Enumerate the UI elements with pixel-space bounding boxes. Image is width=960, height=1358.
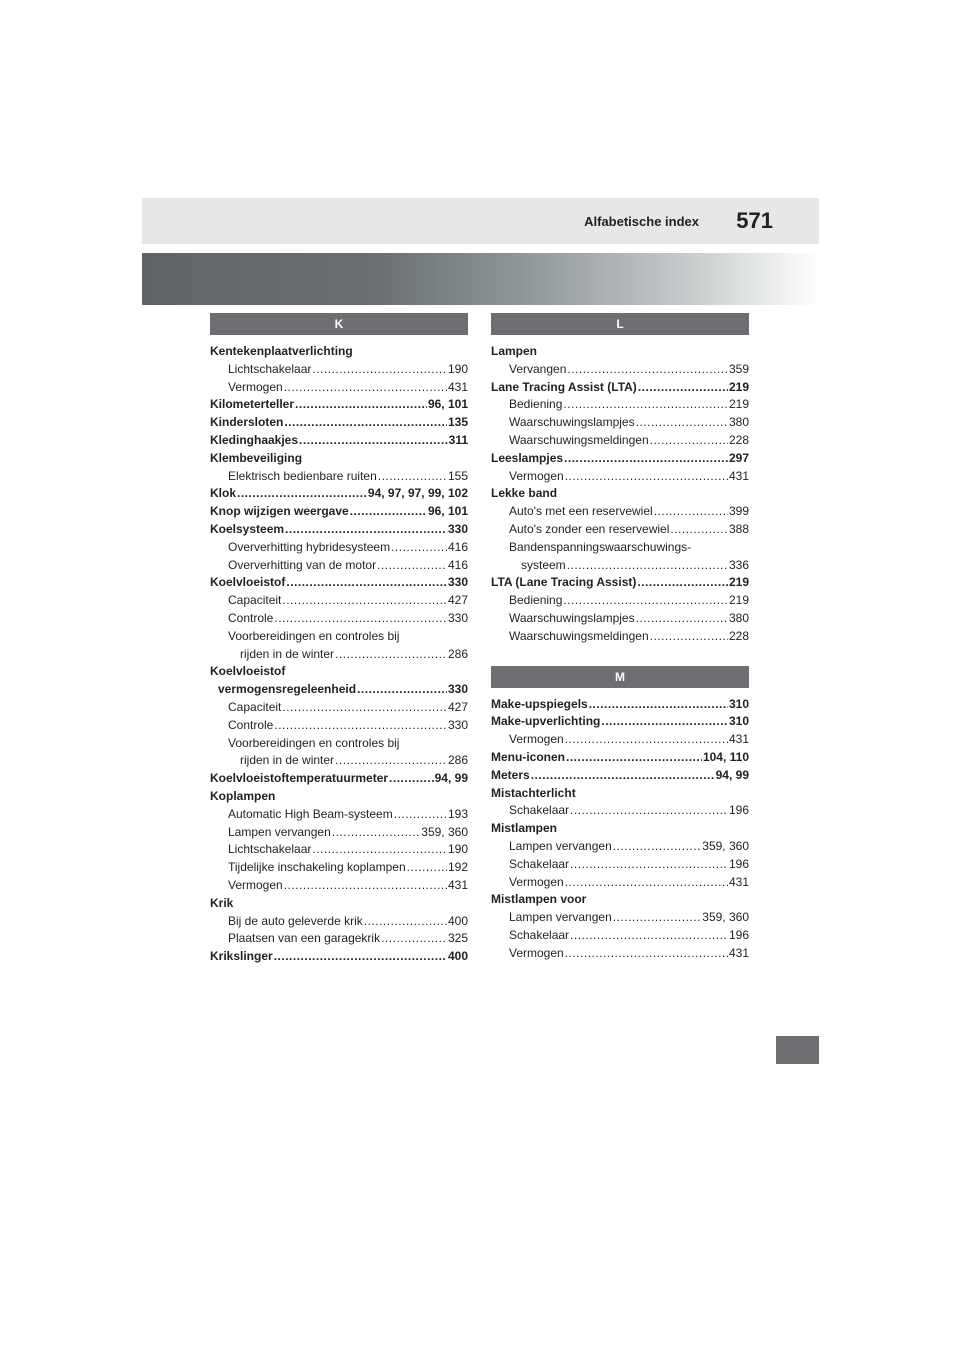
index-entry: Leeslampjes ..... 297 bbox=[491, 450, 749, 468]
index-entry: rijden in de winter ..... 286 bbox=[210, 752, 468, 770]
index-entry: Vermogen ..... 431 bbox=[491, 731, 749, 749]
thumb-index-tab bbox=[776, 1036, 819, 1064]
index-entry: systeem ..... 336 bbox=[491, 557, 749, 575]
page-number: 571 bbox=[736, 208, 773, 233]
index-entry: rijden in de winter ..... 286 bbox=[210, 646, 468, 664]
index-entry: Auto's met een reservewiel ..... 399 bbox=[491, 503, 749, 521]
index-entry: Kindersloten ..... 135 bbox=[210, 414, 468, 432]
index-entry: Menu-iconen ..... 104, 110 bbox=[491, 749, 749, 767]
page-header bbox=[142, 198, 819, 244]
index-column-right bbox=[491, 313, 749, 963]
index-entry: Kentekenplaatverlichting bbox=[210, 344, 353, 358]
index-entry: Automatic High Beam-systeem ..... 193 bbox=[210, 806, 468, 824]
index-entry: Controle ..... 330 bbox=[210, 610, 468, 628]
index-entry: Lekke band bbox=[491, 486, 558, 501]
index-entry: Koplampen bbox=[210, 788, 276, 803]
index-entry: Vervangen ..... 359 bbox=[491, 361, 749, 379]
index-entry: Koelvloeistof ..... 330 bbox=[210, 574, 468, 592]
index-entry: Mistlampen bbox=[491, 821, 558, 836]
index-entry: Kilometerteller ..... 96, 101 bbox=[210, 396, 468, 414]
index-entry: Bediening ..... 219 bbox=[491, 396, 749, 414]
decorative-band bbox=[142, 253, 819, 305]
index-entry: Krik bbox=[210, 895, 234, 910]
index-entry: Lampen bbox=[491, 344, 538, 358]
index-entry: Waarschuwingslampjes ..... 380 bbox=[491, 610, 749, 628]
index-entry: Knop wijzigen weergave ..... 96, 101 bbox=[210, 503, 468, 521]
index-entry: Mistachterlicht bbox=[491, 785, 576, 800]
index-entry: Oververhitting van de motor ..... 416 bbox=[210, 557, 468, 575]
index-entry: Koelsysteem ..... 330 bbox=[210, 521, 468, 539]
index-entry: Waarschuwingsmeldingen ..... 228 bbox=[491, 628, 749, 646]
index-entry: Make-upverlichting ..... 310 bbox=[491, 713, 749, 731]
index-entry: Bediening ..... 219 bbox=[491, 592, 749, 610]
index-entry: Vermogen ..... 431 bbox=[491, 945, 749, 963]
index-entry: Controle ..... 330 bbox=[210, 717, 468, 735]
index-entry: Capaciteit ..... 427 bbox=[210, 592, 468, 610]
index-entry: Bij de auto geleverde krik ..... 400 bbox=[210, 913, 468, 931]
index-entry: Lampen vervangen ..... 359, 360 bbox=[491, 909, 749, 927]
letter-header-l: L bbox=[491, 313, 749, 335]
index-entry: Krikslinger ..... 400 bbox=[210, 948, 468, 966]
index-entry: Kledinghaakjes ..... 311 bbox=[210, 432, 468, 450]
section-name: Alfabetische index bbox=[584, 214, 699, 229]
index-list-k bbox=[210, 343, 468, 966]
index-entry: Schakelaar ..... 196 bbox=[491, 802, 749, 820]
index-entry: Oververhitting hybridesysteem ..... 416 bbox=[210, 539, 468, 557]
index-entry: Voorbereidingen en controles bij bbox=[228, 735, 400, 750]
index-entry: Lichtschakelaar ..... 190 bbox=[210, 361, 468, 379]
index-entry: Waarschuwingsmeldingen ..... 228 bbox=[491, 432, 749, 450]
index-entry: Lampen vervangen ..... 359, 360 bbox=[210, 824, 468, 842]
index-entry: LTA (Lane Tracing Assist) ..... 219 bbox=[491, 574, 749, 592]
index-entry: Bandenspanningswaarschuwings- bbox=[509, 539, 692, 554]
index-entry: Lane Tracing Assist (LTA) ..... 219 bbox=[491, 379, 749, 397]
index-entry: Auto's zonder een reservewiel ..... 388 bbox=[491, 521, 749, 539]
index-entry: Vermogen ..... 431 bbox=[210, 379, 468, 397]
index-entry: Klembeveiliging bbox=[210, 450, 303, 465]
index-entry: Plaatsen van een garagekrik ..... 325 bbox=[210, 930, 468, 948]
index-entry: Schakelaar ..... 196 bbox=[491, 856, 749, 874]
index-entry: Vermogen ..... 431 bbox=[491, 468, 749, 486]
index-entry: Capaciteit ..... 427 bbox=[210, 699, 468, 717]
index-entry: Schakelaar ..... 196 bbox=[491, 927, 749, 945]
index-entry: Lampen vervangen ..... 359, 360 bbox=[491, 838, 749, 856]
index-entry: Make-upspiegels ..... 310 bbox=[491, 696, 749, 714]
index-entry: vermogensregeleenheid ..... 330 bbox=[210, 681, 468, 699]
index-entry: Vermogen ..... 431 bbox=[210, 877, 468, 895]
index-entry: Koelvloeistoftemperatuurmeter ..... 94, 99 bbox=[210, 770, 468, 788]
index-entry: Tijdelijke inschakeling koplampen ..... 192 bbox=[210, 859, 468, 877]
index-entry: Lichtschakelaar ..... 190 bbox=[210, 841, 468, 859]
index-entry: Koelvloeistof bbox=[210, 664, 286, 679]
letter-header-k: K bbox=[210, 313, 468, 335]
index-entry: Vermogen ..... 431 bbox=[491, 874, 749, 892]
index-entry: Klok ..... 94, 97, 97, 99, 102 bbox=[210, 485, 468, 503]
index-entry: Waarschuwingslampjes ..... 380 bbox=[491, 414, 749, 432]
index-column-left bbox=[210, 313, 468, 966]
index-entry: Voorbereidingen en controles bij bbox=[228, 628, 400, 643]
letter-header-m: M bbox=[491, 666, 749, 688]
index-entry: Meters ..... 94, 99 bbox=[491, 767, 749, 785]
index-entry: Elektrisch bedienbare ruiten ..... 155 bbox=[210, 468, 468, 486]
index-list-m bbox=[491, 696, 749, 963]
index-list-l bbox=[491, 343, 749, 646]
index-entry: Mistlampen voor bbox=[491, 892, 587, 907]
